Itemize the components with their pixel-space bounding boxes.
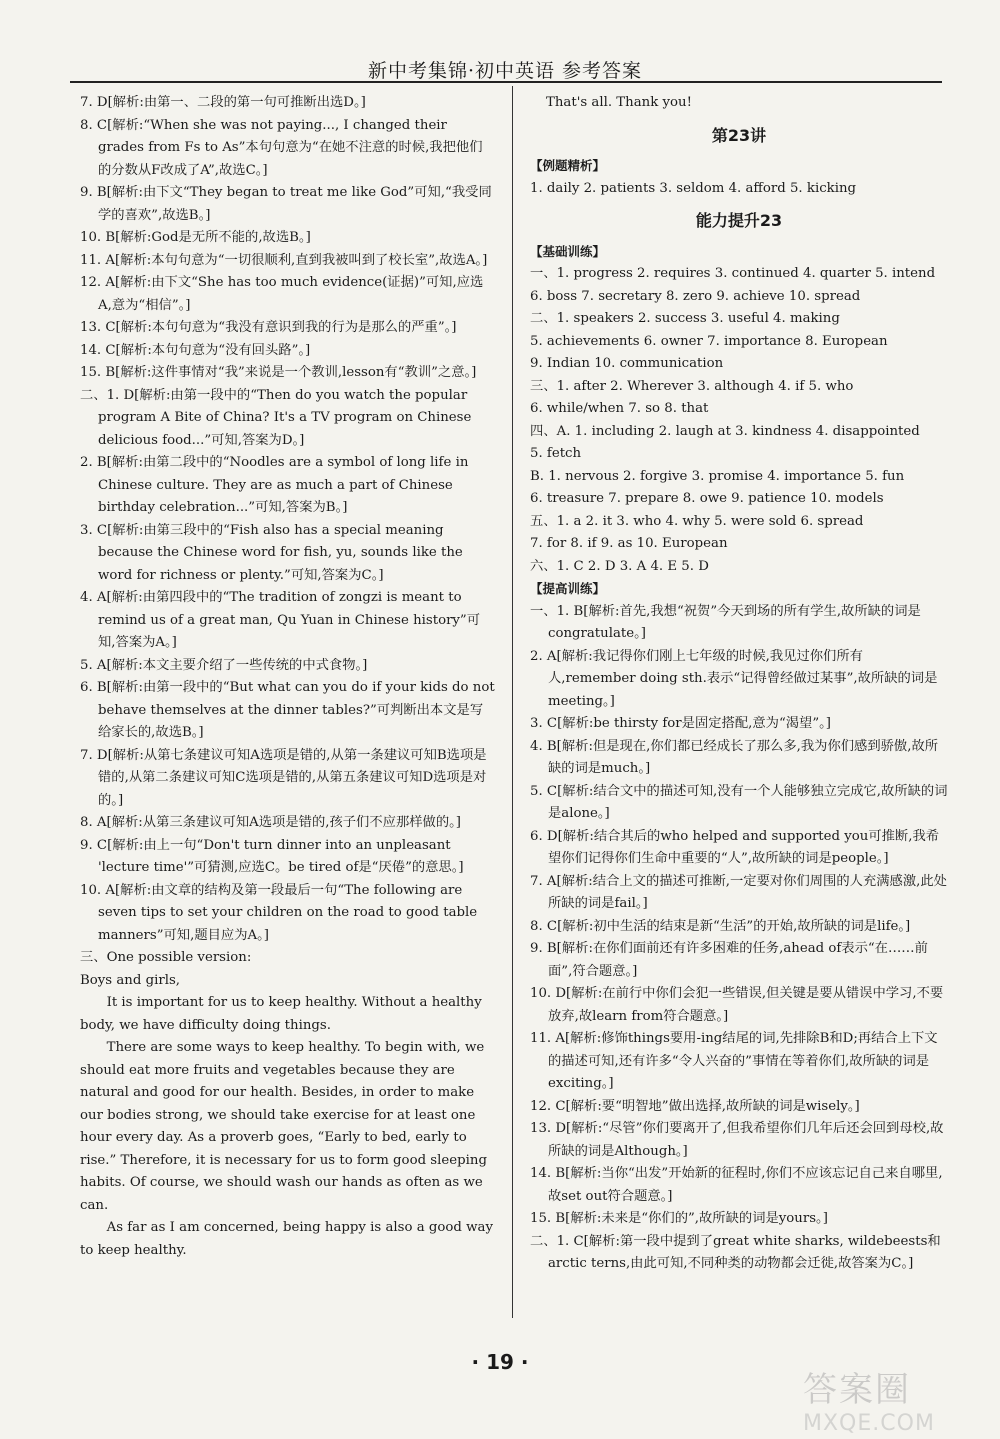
answer-item: 8. C[解析:“When she was not paying..., I changed their grades from Fs to As”本句句意为“在她不注意的时候,我把他们的分数从F改成了A”,故选C。]: [80, 117, 483, 178]
advanced-answer-item: 一、1. B[解析:首先,我想“祝贺”今天到场的所有学生,故所缺的词是congratulate。]: [530, 603, 921, 641]
advanced-answer-item: 9. B[解析:在你们面前还有许多困难的任务,ahead of表示“在……前面”,符合题意。]: [530, 941, 928, 979]
answer-item: 9. B[解析:由下文“They began to treat me like God”可知,“我受同学的喜欢”,故选B。]: [80, 185, 492, 223]
answer-item: Boys and girls,: [80, 972, 180, 988]
basic-label: 【基础训练】: [530, 243, 606, 259]
answer-item: 12. A[解析:由下文“She has too much evidence(证据)”可知,应选A,意为“相信”。]: [80, 275, 484, 313]
advanced-answers: [530, 601, 948, 1276]
basic-answer-line: 6. boss 7. secretary 8. zero 9. achieve 10. spread: [530, 288, 861, 304]
answer-item: 2. B[解析:由第二段中的“Noodles are a symbol of long life in Chinese culture. They are as much a part of Chinese birthday celebration...”可知,答案为B。]: [80, 455, 469, 515]
page-header: 新中考集锦·初中英语 参考答案: [367, 60, 643, 82]
essay-paragraph: It is important for us to keep healthy. Without a healthy body, we have difficulty doing things.: [80, 995, 482, 1033]
page-number: · 19 ·: [471, 1350, 529, 1374]
essay-paragraph: There are some ways to keep healthy. To begin with, we should eat more fruits and vegetables because they are natural and good for our health. Besides, in order to make our bodies strong, we should take exercise for at least one hour every day. As a proverb goes, “Early to bed, early to rise.” Therefore, it is necessary for us to form good sleeping habits. Of course, we should wash our hands as often as we can.: [80, 1040, 487, 1213]
basic-answer-line: 二、1. speakers 2. success 3. useful 4. making: [530, 311, 840, 326]
answer-item: 13. C[解析:本句句意为“我没有意识到我的行为是那么的严重”。]: [80, 320, 457, 335]
basic-answer-line: B. 1. nervous 2. forgive 3. promise 4. importance 5. fun: [530, 468, 905, 484]
column-divider: [512, 86, 513, 1318]
example-answers: 1. daily 2. patients 3. seldom 4. afford 5. kicking: [530, 180, 857, 196]
basic-answer-line: 6. while/when 7. so 8. that: [530, 401, 709, 416]
basic-answer-line: 5. achievements 6. owner 7. importance 8. European: [530, 333, 888, 349]
right-column: [530, 92, 948, 1276]
advanced-label: 【提高训练】: [530, 581, 606, 596]
advanced-answer-item: 10. D[解析:在前行中你们会犯一些错误,但关键是要从错误中学习,不要放弃,故learn from符合题意。]: [530, 986, 944, 1024]
basic-answer-line: 三、1. after 2. Wherever 3. although 4. if 5. who: [530, 378, 854, 394]
basic-answer-line: 6. treasure 7. prepare 8. owe 9. patience 10. models: [530, 491, 884, 506]
advanced-answer-item: 6. D[解析:结合其后的who helped and supported you可推断,我希望你们记得你们生命中重要的“人”,故所缺的词是people。]: [530, 828, 940, 866]
answer-item: 10. B[解析:God是无所不能的,故选B。]: [80, 230, 311, 245]
advanced-answer-item: 14. B[解析:当你“出发”开始新的征程时,你们不应该忘记自己来自哪里,故set out符合题意。]: [530, 1166, 943, 1204]
advanced-answer-item: 二、1. C[解析:第一段中提到了great white sharks, wildebeests和arctic terns,由此可知,不同种类的动物都会迁徙,故答案为C。]: [530, 1233, 941, 1271]
answer-item: 7. D[解析:从第七条建议可知A选项是错的,从第一条建议可知B选项是错的,从第二条建议可知C选项是错的,从第五条建议可知D选项是对的。]: [80, 747, 487, 808]
answer-item: 7. D[解析:由第一、二段的第一句可推断出选D。]: [80, 95, 366, 110]
basic-answer-line: 7. for 8. if 9. as 10. European: [530, 536, 728, 551]
example-label: 【例题精析】: [530, 158, 606, 173]
advanced-answer-item: 15. B[解析:未来是“你们的”,故所缺的词是yours。]: [530, 1211, 828, 1226]
answer-item: 4. A[解析:由第四段中的“The tradition of zongzi is meant to remind us of a great man, Qu Yuan in Chinese history”可知,答案为A。]: [80, 590, 481, 650]
essay-paragraph: As far as I am concerned, being happy is also a good way to keep healthy.: [80, 1220, 493, 1258]
advanced-answer-item: 5. C[解析:结合文中的描述可知,没有一个人能够独立完成它,故所缺的词是alone。]: [530, 783, 948, 821]
advanced-answer-item: 2. A[解析:我记得你们刚上七年级的时候,我见过你们所有人,remember doing sth.表示“记得曾经做过某事”,故所缺的词是meeting。]: [530, 648, 938, 709]
watermark-logo: 答案圈 MXQE.COM: [803, 1370, 935, 1436]
advanced-answer-item: 4. B[解析:但是现在,你们都已经成长了那么多,我为你们感到骄傲,故所缺的词是much。]: [530, 738, 939, 776]
answer-item: 二、1. D[解析:由第一段中的“Then do you watch the popular program A Bite of China? It's a TV program on Chinese delicious food...”可知,答案为D。]: [80, 387, 472, 448]
answer-item: 8. A[解析:从第三条建议可知A选项是错的,孩子们不应那样做的。]: [80, 815, 461, 830]
basic-answer-line: 5. fetch: [530, 446, 582, 461]
advanced-answer-item: 3. C[解析:be thirsty for是固定搭配,意为“渴望”。]: [530, 716, 831, 731]
answer-item: 5. A[解析:本文主要介绍了一些传统的中式食物。]: [80, 657, 368, 673]
left-column: [80, 92, 495, 1262]
answer-item: 10. A[解析:由文章的结构及第一段最后一句“The following are seven tips to set your children on the road to good table manners”可知,题目应为A。]: [80, 882, 478, 943]
advanced-answer-item: 11. A[解析:修饰things要用-ing结尾的词,先排除B和D;再结合上下文的描述可知,还有许多“令人兴奋的”事情在等着你们,故所缺的词是exciting。]: [530, 1031, 938, 1091]
advanced-answer-item: 8. C[解析:初中生活的结束是新“生活”的开始,故所缺的词是life。]: [530, 918, 911, 934]
answer-item: 三、One possible version:: [80, 950, 252, 965]
advanced-answer-item: 7. A[解析:结合上文的描述可推断,一定要对你们周围的人充满感激,此处所缺的词是fail。]: [530, 873, 947, 911]
answer-item: 3. C[解析:由第三段中的“Fish also has a special meaning because the Chinese word for fish, yu, sounds like the word for richness or plenty.”可知,答案为C。]: [80, 522, 463, 583]
basic-answers: [530, 263, 948, 578]
basic-answer-line: 一、1. progress 2. requires 3. continued 4. quarter 5. intend: [530, 266, 936, 281]
lecture-title: 第23讲: [711, 125, 767, 145]
answer-item: 15. B[解析:这件事情对“我”来说是一个教训,lesson有“教训”之意。]: [80, 365, 477, 380]
basic-answer-line: 六、1. C 2. D 3. A 4. E 5. D: [530, 558, 709, 574]
answer-item: 6. B[解析:由第一段中的“But what can you do if your kids do not behave themselves at the dinner tables?”可判断出本文是写给家长的,故选B。]: [80, 680, 495, 740]
closing-line: That's all. Thank you!: [546, 95, 692, 110]
ability-title: 能力提升23: [695, 211, 783, 230]
answer-item: 11. A[解析:本句句意为“一切很顺利,直到我被叫到了校长室”,故选A。]: [80, 252, 488, 268]
advanced-answer-item: 12. C[解析:要“明智地”做出选择,故所缺的词是wisely。]: [530, 1098, 860, 1114]
basic-answer-line: 四、A. 1. including 2. laugh at 3. kindness 4. disappointed: [530, 423, 920, 439]
advanced-answer-item: 13. D[解析:“尽管”你们要离开了,但我希望你们几年后还会回到母校,故所缺的词是Although。]: [530, 1121, 944, 1159]
answer-item: 9. C[解析:由上一句“Don't turn dinner into an unpleasant 'lecture time'”可猜测,应选C。be tired of是“厌倦”的意思。]: [80, 837, 464, 875]
answer-item: 14. C[解析:本句句意为“没有回头路”。]: [80, 342, 311, 358]
basic-answer-line: 五、1. a 2. it 3. who 4. why 5. were sold 6. spread: [530, 513, 864, 529]
basic-answer-line: 9. Indian 10. communication: [530, 356, 724, 371]
header-rule: [70, 81, 942, 83]
